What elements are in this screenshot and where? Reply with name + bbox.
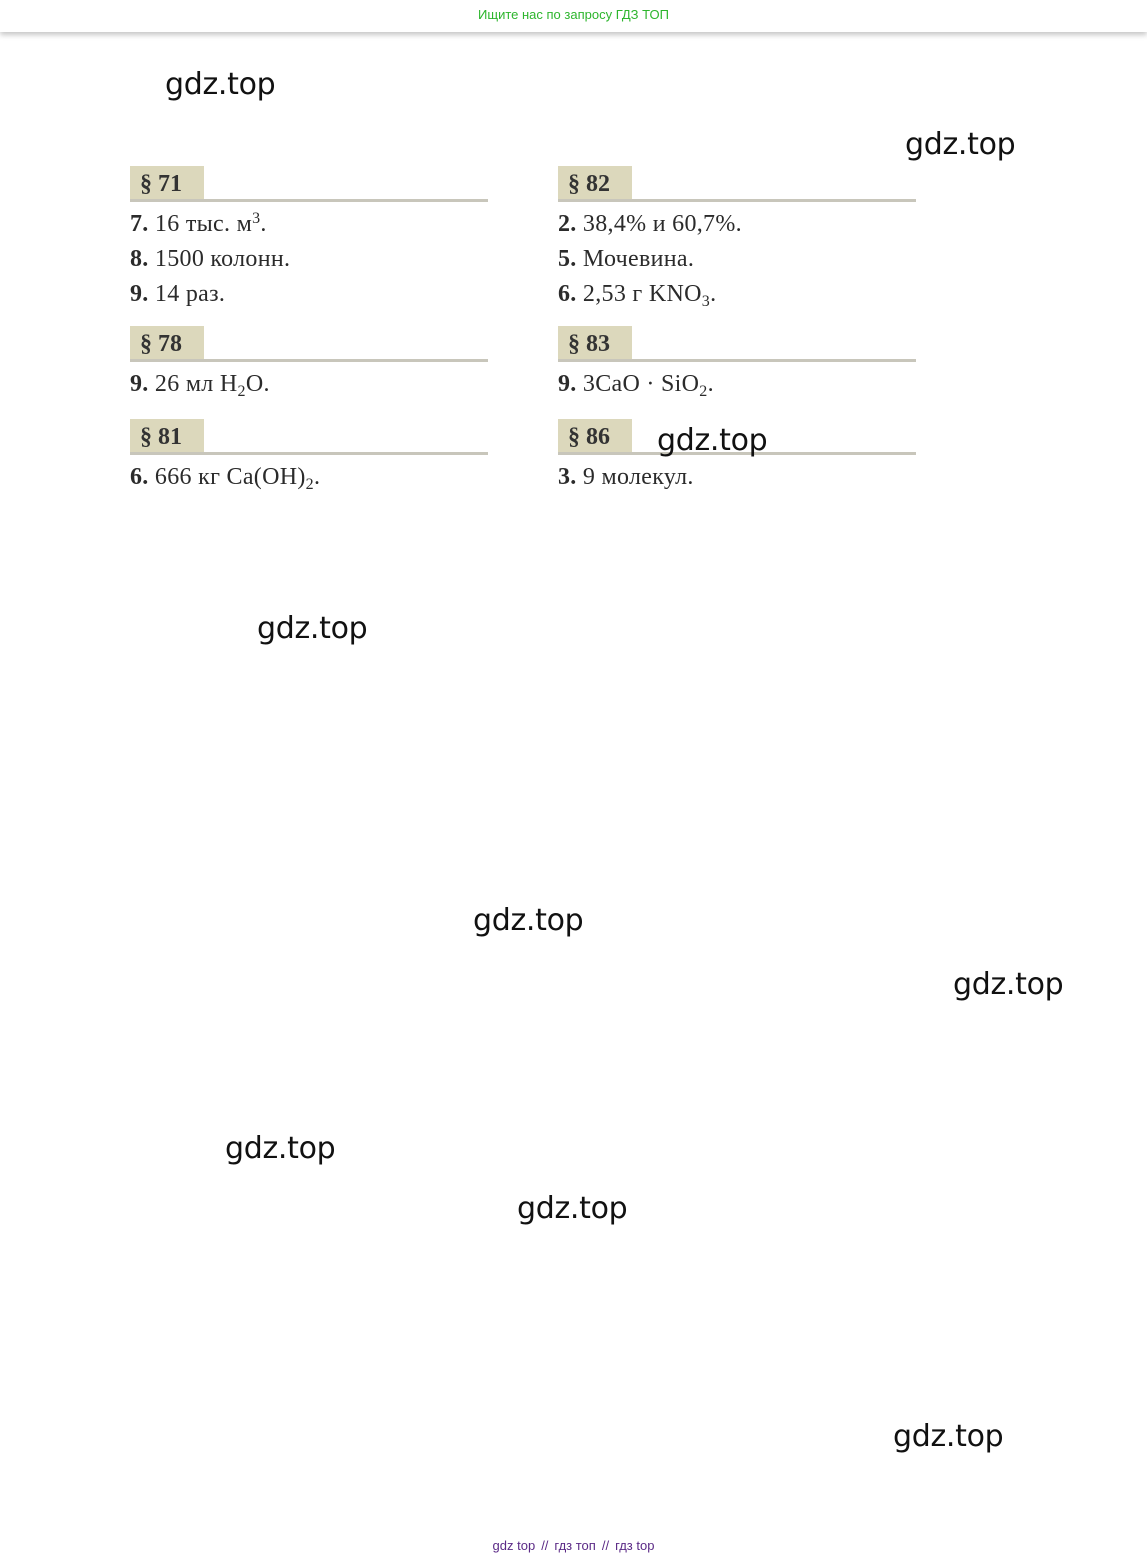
answer-text: 666 кг Ca(OH) [154,464,306,490]
answer-tail: . [707,371,714,397]
footer-link[interactable]: гдз топ [554,1538,596,1553]
answer-text: Мочевина. [582,246,695,272]
watermark: gdz.top [257,611,368,646]
answer-number: 5. [558,246,577,272]
answer-number: 6. [558,281,577,307]
answer-section [130,326,488,402]
footer-separator: // [601,1538,610,1553]
answer-text: 26 мл H [154,371,238,397]
answer-list [558,460,916,495]
section-title: § 83 [558,326,632,359]
answer-section [130,419,488,495]
answer-list [558,367,916,402]
answer-number: 8. [130,246,149,272]
watermark: gdz.top [165,67,276,102]
search-banner-link[interactable]: Ищите нас по запросу ГДЗ ТОП [478,7,669,22]
watermark: gdz.top [905,127,1016,162]
answer-section [558,166,916,312]
answer-item [130,242,488,277]
section-header [130,419,488,455]
answer-subscript: 2 [305,476,314,493]
section-header [558,326,916,362]
answer-section [130,166,488,312]
footer-link[interactable]: гдз top [615,1538,655,1553]
answer-tail: O. [245,371,270,397]
section-title: § 78 [130,326,204,359]
watermark: gdz.top [225,1131,336,1166]
answer-list [130,367,488,402]
footer-link[interactable]: gdz top [492,1538,536,1553]
answer-item [558,277,916,312]
answer-list [130,207,488,312]
section-header [130,326,488,362]
section-header [130,166,488,202]
section-rule [130,452,488,455]
answer-number: 9. [130,281,149,307]
answer-number: 3. [558,464,577,490]
footer-separator: // [541,1538,549,1553]
answer-text: 38,4% и 60,7%. [582,211,742,237]
answer-text: 3CaO · SiO [582,371,700,397]
footer-links [0,1538,1147,1553]
section-rule [130,199,488,202]
section-rule [558,359,916,362]
watermark: gdz.top [657,423,768,458]
answer-number: 9. [130,371,149,397]
answer-item [558,460,916,495]
answer-tail: . [260,211,267,237]
answer-number: 2. [558,211,577,237]
answer-number: 6. [130,464,149,490]
answer-item [130,277,488,312]
answer-text: 1500 колонн. [154,246,291,272]
answer-text: 9 молекул. [582,464,694,490]
answer-list [558,207,916,312]
search-banner [0,0,1147,32]
answer-item [130,367,488,402]
section-rule [558,199,916,202]
section-header [558,166,916,202]
answer-subscript: 2 [699,383,708,400]
answer-tail: . [710,281,717,307]
watermark: gdz.top [517,1191,628,1226]
section-title: § 71 [130,166,204,199]
section-title: § 81 [130,419,204,452]
answer-number: 9. [558,371,577,397]
answer-item [130,207,488,242]
section-title: § 82 [558,166,632,199]
answer-list [130,460,488,495]
answer-item [558,207,916,242]
section-title: § 86 [558,419,632,452]
answer-number: 7. [130,211,149,237]
answer-subscript: 2 [237,383,246,400]
answer-subscript: 3 [701,293,711,310]
watermark: gdz.top [953,967,1064,1002]
answer-tail: . [313,464,321,490]
answer-item [130,460,488,495]
watermark: gdz.top [893,1419,1004,1454]
answer-superscript: 3 [252,210,261,227]
watermark: gdz.top [473,903,584,938]
answer-text: 2,53 г KNO [582,281,702,307]
answer-text: 14 раз. [154,281,226,307]
answer-text: 16 тыс. м [154,211,253,237]
answer-section [558,326,916,402]
section-rule [130,359,488,362]
answer-item [558,367,916,402]
answer-item [558,242,916,277]
